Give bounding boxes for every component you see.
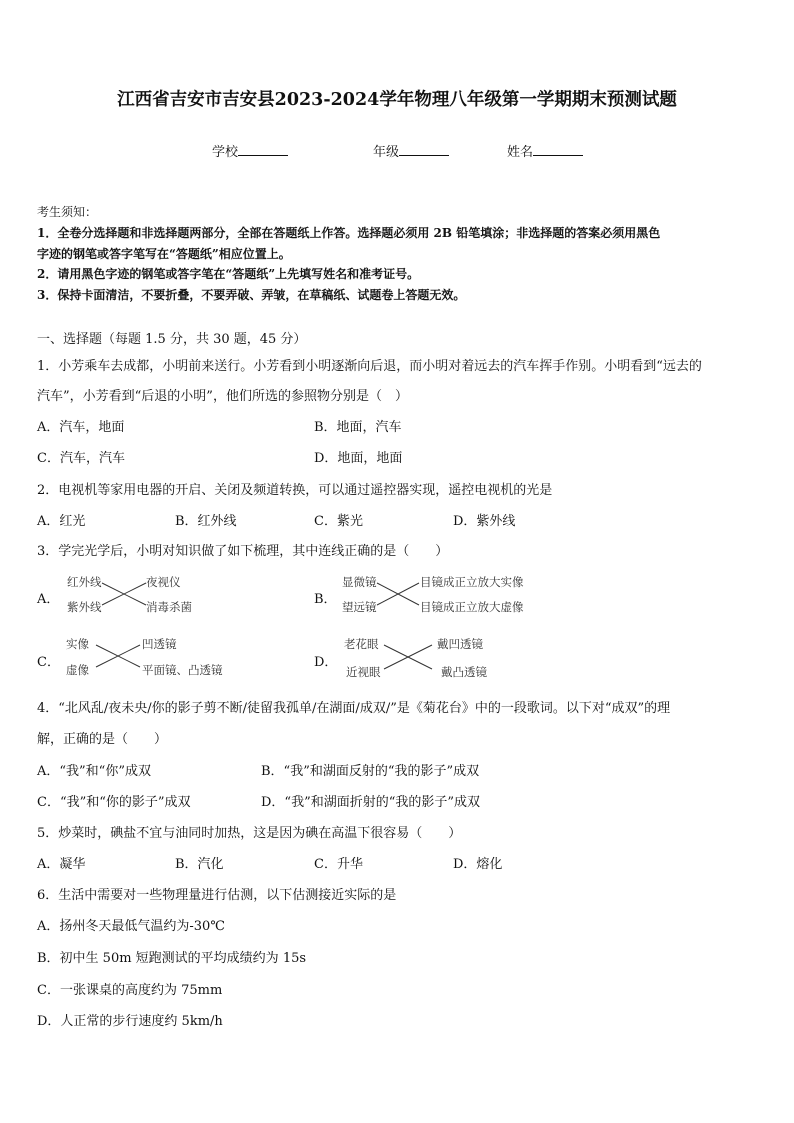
question-3-stem: 3．学完光学后，小明对知识做了如下梳理，其中连线正确的是（ ） bbox=[37, 544, 449, 559]
question-2-stem: 2．电视机等家用电器的开启、关闭及频道转换，可以通过遥控器实现，遥控电视机的光是 bbox=[37, 483, 553, 498]
q3d-right-top: 戴凹透镜 bbox=[437, 637, 483, 651]
q3d-connector-lines bbox=[384, 643, 432, 671]
q3a-left-bottom: 紫外线 bbox=[67, 600, 102, 614]
question-4-stem: 4．“北风乱/夜未央/你的影子剪不断/徒留我孤单/在湖面/成双/”是《菊花台》中的一段歌词。以下对“成双”的理 bbox=[37, 701, 671, 716]
notice-item-1: 1．全卷分选择题和非选择题两部分，全部在答题纸上作答。选择题必须用 2B 铅笔填涂；非选择题的答案必须用黑色 bbox=[37, 226, 661, 240]
q3b-left-bottom: 望远镜 bbox=[342, 600, 377, 614]
q2-option-c[interactable]: C．紫光 bbox=[314, 514, 363, 529]
q3c-left-top: 实像 bbox=[66, 637, 89, 651]
section-heading: 一、选择题（每题 1.5 分，共 30 题，45 分） bbox=[37, 332, 307, 347]
q3a-right-top: 夜视仪 bbox=[146, 575, 181, 589]
q6-option-a[interactable]: A．扬州冬天最低气温约为-30℃ bbox=[37, 919, 225, 934]
q2-option-a[interactable]: A．红光 bbox=[37, 514, 86, 529]
q3-option-c-label[interactable]: C． bbox=[37, 655, 60, 670]
q5-option-d[interactable]: D．熔化 bbox=[453, 857, 503, 872]
question-1-stem-cont: 汽车”，小芳看到“后退的小明”，他们所选的参照物分别是（ ） bbox=[37, 389, 408, 404]
school-label: 学校 bbox=[212, 145, 239, 160]
grade-blank[interactable] bbox=[399, 143, 449, 156]
page-title: 江西省吉安市吉安县2023-2024学年物理八年级第一学期期末预测试题 bbox=[117, 90, 677, 110]
name-label: 姓名 bbox=[507, 145, 534, 160]
q1-option-c[interactable]: C．汽车，汽车 bbox=[37, 451, 125, 466]
notice-item-3: 3．保持卡面清洁，不要折叠，不要弄破、弄皱，在草稿纸、试题卷上答题无效。 bbox=[37, 288, 466, 302]
q3b-connector-lines bbox=[377, 581, 419, 607]
school-field[interactable] bbox=[212, 141, 288, 160]
question-4-stem-cont: 解，正确的是（ ） bbox=[37, 732, 168, 747]
q3d-left-bottom: 近视眼 bbox=[346, 665, 381, 679]
question-5-stem: 5．炒菜时，碘盐不宜与油同时加热，这是因为碘在高温下很容易（ ） bbox=[37, 826, 462, 841]
q4-option-d[interactable]: D．“我”和湖面折射的“我的影子”成双 bbox=[261, 795, 481, 810]
q4-option-b[interactable]: B．“我”和湖面反射的“我的影子”成双 bbox=[261, 764, 480, 779]
q5-option-b[interactable]: B．汽化 bbox=[175, 857, 224, 872]
q6-option-b[interactable]: B．初中生 50m 短跑测试的平均成绩约为 15s bbox=[37, 951, 307, 966]
q3c-right-bottom: 平面镜、凸透镜 bbox=[142, 663, 223, 677]
notice-item-2: 2．请用黑色字迹的钢笔或答字笔在“答题纸”上先填写姓名和准考证号。 bbox=[37, 267, 420, 281]
grade-field[interactable] bbox=[373, 141, 449, 160]
grade-label: 年级 bbox=[373, 145, 400, 160]
q1-option-b[interactable]: B．地面，汽车 bbox=[314, 420, 402, 435]
q3d-left-top: 老花眼 bbox=[344, 637, 379, 651]
q3-option-d-label[interactable]: D． bbox=[314, 655, 338, 670]
q3c-connector-lines bbox=[96, 643, 140, 669]
name-blank[interactable] bbox=[533, 143, 583, 156]
q2-option-d[interactable]: D．紫外线 bbox=[453, 514, 516, 529]
q3d-right-bottom: 戴凸透镜 bbox=[441, 665, 487, 679]
q2-option-b[interactable]: B．红外线 bbox=[175, 514, 237, 529]
notice-heading: 考生须知： bbox=[37, 205, 98, 219]
q1-option-a[interactable]: A．汽车，地面 bbox=[37, 420, 125, 435]
q3a-right-bottom: 消毒杀菌 bbox=[146, 600, 192, 614]
q3b-right-top: 目镜成正立放大实像 bbox=[420, 575, 524, 589]
q5-option-a[interactable]: A．凝华 bbox=[37, 857, 86, 872]
q4-option-a[interactable]: A．“我”和“你”成双 bbox=[37, 764, 151, 779]
q3a-left-top: 红外线 bbox=[67, 575, 102, 589]
q4-option-c[interactable]: C．“我”和“你的影子”成双 bbox=[37, 795, 191, 810]
q3b-right-bottom: 目镜成正立放大虚像 bbox=[420, 600, 524, 614]
q3-option-a-label[interactable]: A． bbox=[37, 592, 60, 607]
q3b-left-top: 显微镜 bbox=[342, 575, 377, 589]
q3c-right-top: 凹透镜 bbox=[142, 637, 177, 651]
question-6-stem: 6．生活中需要对一些物理量进行估测，以下估测接近实际的是 bbox=[37, 888, 397, 903]
q5-option-c[interactable]: C．升华 bbox=[314, 857, 363, 872]
q3a-connector-lines bbox=[102, 581, 146, 607]
notice-item-1-cont: 字迹的钢笔或答字笔写在“答题纸”相应位置上。 bbox=[37, 247, 291, 261]
q3c-left-bottom: 虚像 bbox=[66, 663, 89, 677]
school-blank[interactable] bbox=[238, 143, 288, 156]
q6-option-d[interactable]: D．人正常的步行速度约 5km/h bbox=[37, 1014, 223, 1029]
q3-option-b-label[interactable]: B． bbox=[314, 592, 337, 607]
q6-option-c[interactable]: C．一张课桌的高度约为 75mm bbox=[37, 983, 223, 998]
q1-option-d[interactable]: D．地面，地面 bbox=[314, 451, 403, 466]
name-field[interactable] bbox=[507, 141, 583, 160]
question-1-stem: 1．小芳乘车去成都，小明前来送行。小芳看到小明逐渐向后退，而小明对着远去的汽车挥手作别。小明看到“远去的 bbox=[37, 359, 702, 374]
